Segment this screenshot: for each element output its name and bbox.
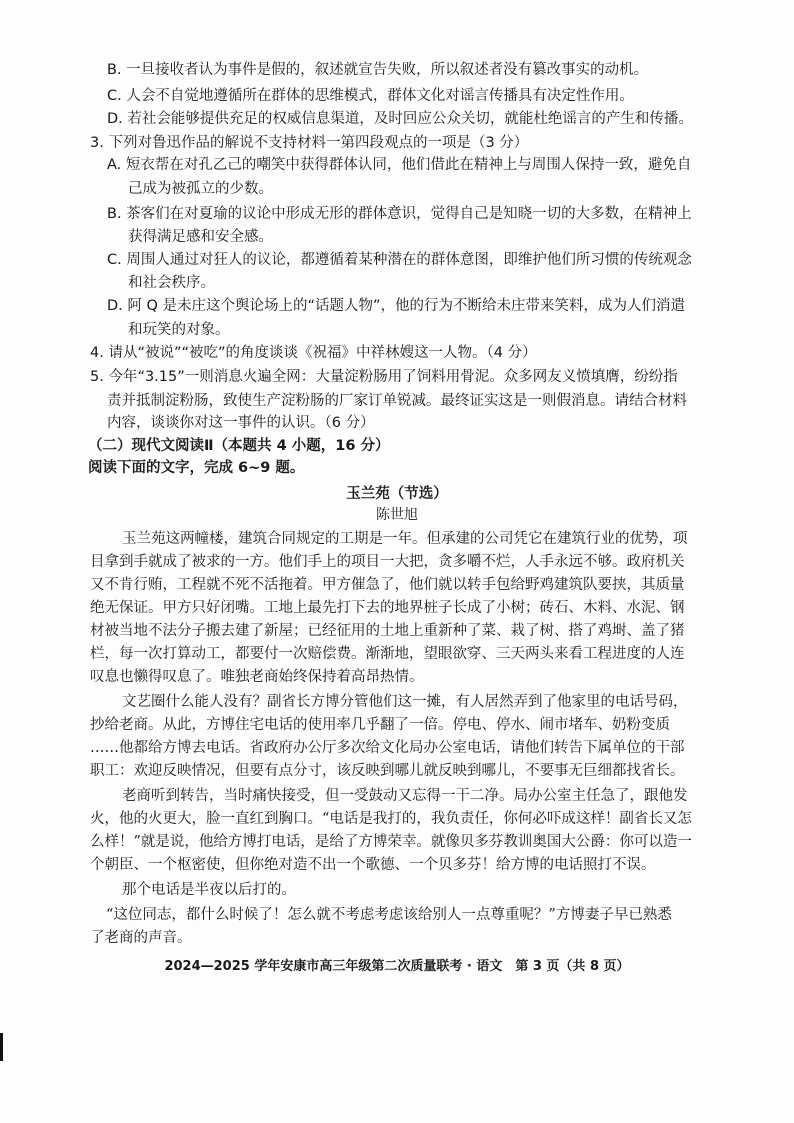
q3-option-a-line1: A. 短衣帮在对孔乙己的嘲笑中获得群体认同，他们借此在精神上与周围人保持一致，避免自: [107, 157, 692, 173]
q3-option-c-line1: C. 周围人通过对狂人的议论，都遵循着某种潜在的群体意图，即维护他们所习惯的传统观念: [107, 252, 692, 268]
q4-question: 4. 请从“被说”“被吃”的角度谈谈《祝福》中祥林嫂这一人物。（4 分）: [90, 345, 537, 361]
passage-author: 陈世旭: [376, 507, 418, 523]
passage-title: 玉兰苑（节选）: [346, 486, 448, 502]
passage-line: 材被当地不法分子搬去建了新屋；已经征用的土地上重新种了菜、栽了树、搭了鸡埘、盖了猪: [90, 623, 685, 639]
q3-stem: 3. 下列对鲁迅作品的解说不支持材料一第四段观点的一项是（3 分）: [90, 135, 529, 151]
q3-option-d-line2: 和玩笑的对象。: [128, 322, 230, 338]
page-footer: 2024—2025 学年安康市高三年级第二次质量联考 · 语文 第 3 页（共 8 页）: [164, 959, 630, 974]
passage-line: 文艺圈什么能人没有？副省长方博分管他们这一摊，有人居然弄到了他家里的电话号码，: [122, 694, 688, 710]
q2-option-d: D. 若社会能够提供充足的权威信息渠道，及时回应公众关切，就能杜绝谣言的产生和传播。: [107, 111, 693, 127]
passage-line: 叹息也懒得叹息了。唯独老商始终保持着高昂热情。: [90, 669, 424, 685]
q3-option-b-line1: B. 茶客们在对夏瑜的议论中形成无形的群体意识，觉得自己是知晓一切的大多数，在精神上: [107, 206, 692, 222]
scan-edge-mark: [0, 1033, 3, 1061]
reading-instruction: 阅读下面的文字，完成 6~9 题。: [88, 460, 305, 476]
section-heading: （二）现代文阅读Ⅱ（本题共 4 小题，16 分）: [88, 438, 390, 454]
q3-option-c-line2: 和社会秩序。: [128, 275, 215, 291]
passage-line: 又不肯行贿，工程就不死不活拖着。甲方催急了，他们就以转手包给野鸡建筑队要挟，其质量: [90, 577, 685, 593]
q3-option-b-line2: 获得满足感和安全感。: [128, 229, 273, 245]
q2-option-c: C. 人会不自觉地遵循所在群体的思维模式，群体文化对谣言传播具有决定性作用。: [107, 88, 634, 104]
q5-line2: 责并抵制淀粉肠，致使生产淀粉肠的厂家订单锐减。最终证实这是一则假消息。请结合材料: [107, 393, 687, 409]
passage-line: 目拿到手就成了被求的一方。他们手上的项目一大把，贪多嚼不烂，人手永远不够。政府机关: [90, 554, 685, 570]
q3-option-d-line1: D. 阿 Q 是未庄这个舆论场上的“话题人物”，他的行为不断给未庄带来笑料，成为人们消遣: [107, 298, 686, 314]
passage-line: 抄给老商。从此，方博住宅电话的使用率几乎翻了一倍。停电、停水、闹市堵车、奶粉变质: [90, 717, 670, 733]
q3-option-a-line2: 己成为被孤立的少数。: [128, 181, 273, 197]
passage-line: 玉兰苑这两幢楼，建筑合同规定的工期是一年。但承建的公司凭它在建筑行业的优势，项: [122, 531, 688, 547]
passage-line: 火，他的火更大，脸一直红到胸口。“电话是我打的，我负责任，你何必吓成这样！副省长又怎: [90, 811, 692, 827]
passage-line: 绝无保证。甲方只好闭嘴。工地上最先打下去的地界桩子长成了小树；砖石、木料、水泥、钢: [90, 600, 685, 616]
passage-line: ……他都给方博去电话。省政府办公厅多次给文化局办公室电话，请他们转告下属单位的干部: [90, 740, 685, 756]
passage-line: 老商听到转告，当时痛快接受，但一受鼓动又忘得一干二净。局办公室主任急了，跟他发: [122, 788, 688, 804]
q5-line1: 5. 今年“3.15”一则消息火遍全网：大量淀粉肠用了饲料用骨泥。众多网友义愤填膺，纷纷指: [90, 369, 678, 385]
passage-line: 职工：欢迎反映情况，但要有点分寸，该反映到哪儿就反映到哪儿，不要事无巨细都找省长。: [90, 763, 685, 779]
q5-line3: 内容，谈谈你对这一事件的认识。（6 分）: [107, 415, 375, 431]
passage-line: 么样！”就是说，他给方博打电话，是给了方博荣幸。就像贝多芬教训奥国大公爵：你可以造一: [90, 834, 692, 850]
passage-line: 栏，每一次打算动工，都要付一次赔偿费。渐渐地，望眼欲穿、三天两头来看工程进度的人连: [90, 646, 685, 662]
passage-line: 那个电话是半夜以后打的。: [122, 882, 296, 898]
passage-line: “这位同志，都什么时候了！怎么就不考虑考虑该给别人一点尊重呢？”方博妻子早已熟悉: [106, 907, 672, 923]
passage-line: 了老商的声音。: [90, 930, 192, 946]
passage-line: 个朝臣、一个枢密使，但你绝对造不出一个歌德、一个贝多芬！给方博的电话照打不误。: [90, 857, 656, 873]
q2-option-b: B. 一旦接收者认为事件是假的，叙述就宣告失败，所以叙述者没有篡改事实的动机。: [107, 62, 649, 78]
